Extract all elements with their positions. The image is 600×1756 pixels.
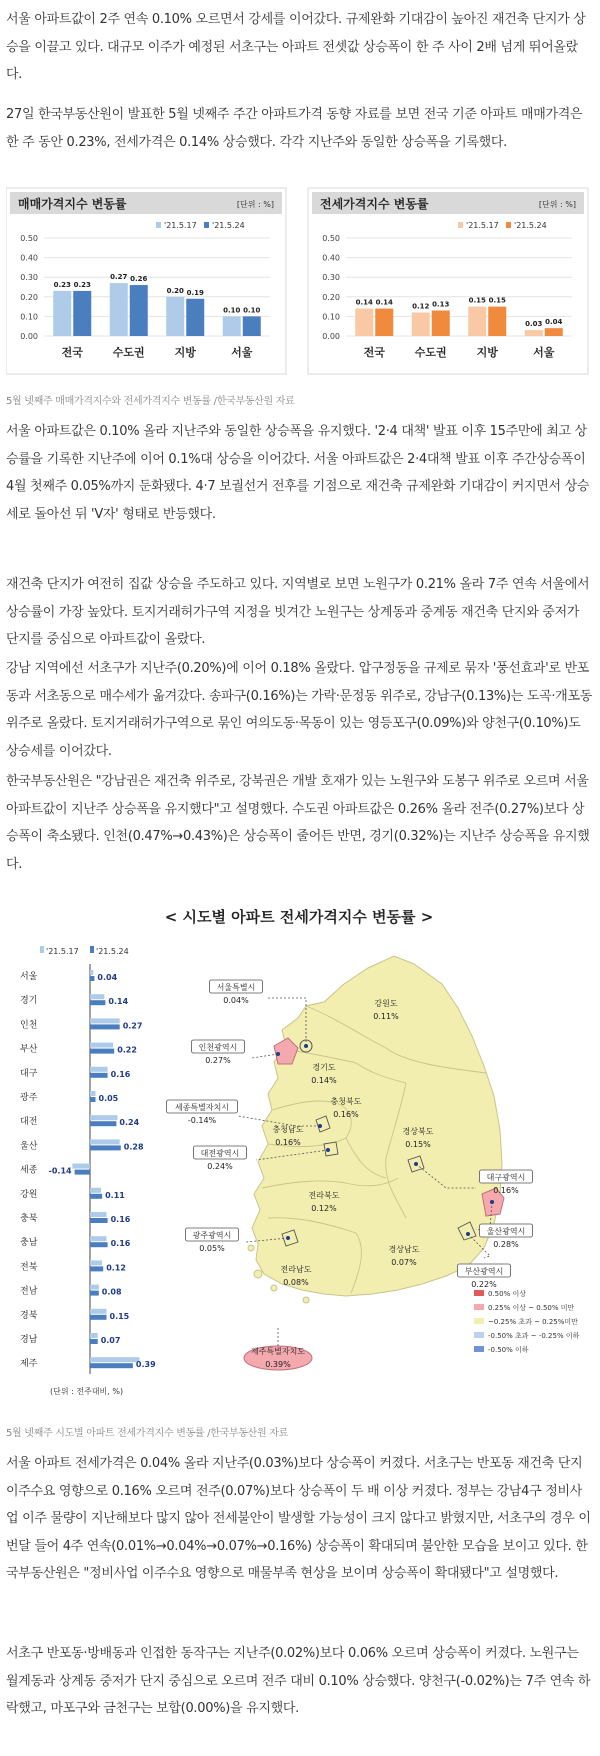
top-charts-svg xyxy=(6,186,592,386)
x-category-label: 수도권 xyxy=(112,346,145,359)
chart-title: 매매가격지수 변동률 xyxy=(18,197,127,211)
map-region-name: 경상남도 xyxy=(388,1245,420,1254)
bar-서울-0 xyxy=(223,316,241,336)
legend-label: '21.5.17 xyxy=(164,221,197,230)
bar-전국-0 xyxy=(355,309,373,336)
bar-전남-0 xyxy=(90,1285,99,1290)
map-region-name: 강원도 xyxy=(374,999,398,1008)
legend-swatch xyxy=(474,1290,484,1296)
bar-전남-1 xyxy=(90,1291,99,1296)
y-tick-label: 0.40 xyxy=(20,253,38,263)
bar-대전-0 xyxy=(90,1115,118,1120)
bar-value-label: 0.14 xyxy=(375,298,393,307)
bar-충북-0 xyxy=(90,1212,107,1217)
bar-value-label: 0.15 xyxy=(109,1311,130,1321)
y-tick-label: 0.00 xyxy=(322,332,340,341)
bar-부산-0 xyxy=(90,1043,113,1048)
bar-value-label: 0.26 xyxy=(130,275,148,284)
map-region-value: 0.07% xyxy=(391,1258,417,1267)
map-region-name: 대구광역시 xyxy=(486,1173,526,1182)
bar-value-label: 0.10 xyxy=(243,306,261,315)
bar-경기-1 xyxy=(90,1000,105,1005)
legend-label: -0.50% 이하 xyxy=(488,1346,529,1354)
island xyxy=(303,1297,309,1303)
map-region-value: 0.04% xyxy=(223,996,249,1005)
region-label: 부산 xyxy=(20,1044,38,1055)
bar-지방-1 xyxy=(186,299,204,336)
map-region-name: 대전광역시 xyxy=(200,1149,240,1158)
bar-value-label: 0.28 xyxy=(123,1142,144,1152)
map-region-name: 전라남도 xyxy=(280,1265,312,1274)
x-category-label: 전국 xyxy=(61,346,83,359)
bar-value-label: 0.08 xyxy=(101,1287,122,1297)
bar-서울-1 xyxy=(545,328,563,336)
legend-swatch xyxy=(506,222,511,228)
map-region-name: 전라북도 xyxy=(308,1191,340,1200)
y-tick-label: 0.50 xyxy=(322,234,340,243)
top-charts xyxy=(6,186,592,386)
legend-label: ~0.25% 초과 ~ 0.25%미만 xyxy=(488,1318,578,1326)
bar-수도권-0 xyxy=(110,283,128,336)
bar-지방-1 xyxy=(488,307,506,336)
region-label: 인천 xyxy=(20,1020,38,1031)
region-label: 전북 xyxy=(20,1262,38,1273)
x-category-label: 전국 xyxy=(363,346,385,359)
bar-value-label: 0.27 xyxy=(122,1021,143,1031)
island xyxy=(248,1245,254,1251)
region-label: 울산 xyxy=(20,1141,38,1152)
bar-value-label: 0.39 xyxy=(135,1360,156,1370)
bar-value-label: 0.23 xyxy=(73,280,91,289)
bar-강원-1 xyxy=(90,1194,102,1199)
region-label: 충북 xyxy=(20,1214,38,1224)
legend-swatch xyxy=(204,222,209,228)
map-region-value: 0.22% xyxy=(471,1280,497,1289)
x-category-label: 지방 xyxy=(476,346,498,359)
bar-광주-1 xyxy=(90,1097,96,1102)
bar-인천-0 xyxy=(90,1018,120,1023)
map-region-name: 경기도 xyxy=(312,1063,336,1072)
jeonse-price-chart xyxy=(308,188,588,374)
y-tick-label: 0.40 xyxy=(322,253,340,263)
map-region-name: 충청남도 xyxy=(272,1125,304,1134)
x-category-label: 서울 xyxy=(533,346,555,359)
chart-unit: [단위 : %] xyxy=(538,200,576,209)
regional-svg xyxy=(6,898,592,1418)
map-region-name: 울산광역시 xyxy=(486,1227,526,1236)
paragraph-2: 27일 한국부동산원이 발표한 5월 넷째주 주간 아파트가격 동향 자료를 보면 전국 기준 아파트 매매가격은 한 주 동안 0.23%, 전세가격은 0.14% 상승했다. 각각 지난주와 동일한 상승폭을 기록했다. xyxy=(6,107,583,150)
map-region-value: 0.28% xyxy=(493,1240,519,1249)
bar-지방-0 xyxy=(468,307,486,336)
bar-서울-0 xyxy=(90,970,93,975)
bar-value-label: 0.04 xyxy=(545,318,563,327)
y-tick-label: 0.10 xyxy=(322,312,340,322)
bar-제주-1 xyxy=(90,1363,133,1368)
bar-value-label: 0.16 xyxy=(110,1069,131,1079)
bar-인천-1 xyxy=(90,1024,120,1029)
map-region-value: 0.11% xyxy=(373,1012,399,1021)
region-label: 대전 xyxy=(20,1117,38,1128)
map-region-name: 충청북도 xyxy=(330,1097,362,1106)
map-region-name: 세종특별자치시 xyxy=(174,1103,230,1112)
map-region-value: 0.16% xyxy=(275,1138,301,1147)
map-region-name: 서울특별시 xyxy=(216,983,256,992)
bar-value-label: 0.05 xyxy=(98,1094,119,1103)
region-label: 제주 xyxy=(20,1359,38,1370)
bar-value-label: 0.20 xyxy=(166,286,184,295)
bar-서울-0 xyxy=(525,330,543,336)
bar-value-label: 0.24 xyxy=(119,1118,140,1128)
bar-경기-0 xyxy=(90,994,104,999)
bar-수도권-0 xyxy=(412,312,430,336)
sale-price-chart xyxy=(6,188,286,374)
bar-부산-1 xyxy=(90,1049,114,1054)
map-region-value: 0.16% xyxy=(333,1110,359,1119)
map-region-value: 0.05% xyxy=(199,1244,225,1253)
bar-지방-0 xyxy=(166,297,184,336)
bar-value-label: 0.11 xyxy=(105,1190,125,1200)
paragraph-6: 한국부동산원은 "강남권은 재건축 위주로, 강북권은 개발 호재가 있는 노원구와 도봉구 위주로 오르며 서울 아파트값이 지난주 상승폭을 유지했다"고 설명했다. 수도권 아파트값은 0.26% 올라 전주(0.27%)보다 상승폭이 축소됐다. 인천(0.47%→0.43%)은 상승폭이 줄어든 반면, 경기(0.32%)는 지난주 상승폭을 유지했다. xyxy=(6,774,590,872)
map-legend xyxy=(474,1289,580,1354)
bar-경남-1 xyxy=(90,1339,98,1344)
legend-label: 0.50% 이상 xyxy=(488,1290,526,1298)
bar-전국-1 xyxy=(375,309,393,336)
island xyxy=(254,1270,262,1278)
y-tick-label: 0.30 xyxy=(322,273,340,283)
region-label: 충남 xyxy=(20,1238,38,1249)
region-label: 강원 xyxy=(20,1189,38,1200)
bar-전국-1 xyxy=(73,291,91,336)
y-tick-label: 0.20 xyxy=(20,292,38,302)
region-label: 경남 xyxy=(20,1335,38,1345)
bar-value-label: 0.16 xyxy=(110,1239,131,1249)
bar-value-label: 0.04 xyxy=(97,973,118,982)
legend-swatch xyxy=(156,222,161,228)
paragraph-1: 서울 아파트값이 2주 연속 0.10% 오르면서 강세를 이어갔다. 규제완화 기대감이 높아진 재건축 단지가 상승을 이끌고 있다. 대규모 이주가 예정된 서초구는 아파트 전셋값 상승폭이 한 주 사이 2배 넘게 뛰어올랐다. xyxy=(6,12,586,82)
legend-label: 0.25% 이상 ~ 0.50% 미만 xyxy=(488,1304,575,1312)
regional-title: < 시도별 아파트 전세가격지수 변동률 > xyxy=(164,908,434,926)
map-region-value: 0.27% xyxy=(205,1056,231,1065)
bar-세종-0 xyxy=(72,1164,90,1169)
bar-광주-0 xyxy=(90,1091,96,1096)
bar-강원-0 xyxy=(90,1188,101,1193)
bar-value-label: 0.15 xyxy=(468,296,486,305)
bar-수도권-1 xyxy=(432,311,450,336)
paragraph-7: 서울 아파트 전세가격은 0.04% 올라 지난주(0.03%)보다 상승폭이 커졌다. 서초구는 반포동 재건축 단지 이주수요 영향으로 0.16% 오르며 전주(0.07%)보다 상승폭이 두 배 이상 커졌다. 정부는 강남4구 정비사업 이주 물량이 지난해보다 많지 않아 전세불안이 발생할 가능성이 크지 않다고 밝혔지만, 서초구의 경우 이번달 들어 4주 연속(0.01%→0.04%→0.07%→0.16%) 상승폭이 확대되며 불안한 모습을 보이고 있다. 한국부동산원은 "정비사업 이주수요 영향으로 매물부족 현상을 보이며 상승폭이 확대됐다"고 설명했다. xyxy=(6,1456,591,1581)
map-region-value: 0.15% xyxy=(405,1140,431,1149)
map-region-name: 경상북도 xyxy=(402,1127,434,1136)
map-region-value: -0.14% xyxy=(187,1116,217,1125)
legend-swatch xyxy=(90,946,94,953)
map-region-value: 0.08% xyxy=(283,1278,309,1287)
bar-value-label: 0.16 xyxy=(110,1215,131,1224)
bar-제주-0 xyxy=(90,1357,140,1362)
legend-label: '21.5.24 xyxy=(212,221,245,230)
y-tick-label: 0.50 xyxy=(20,234,38,243)
bar-value-label: 0.10 xyxy=(223,306,241,315)
unit-label: (단위 : 전주대비, %) xyxy=(50,1387,124,1396)
map-region-value: 0.24% xyxy=(207,1162,233,1171)
bar-value-label: 0.12 xyxy=(412,302,430,311)
legend-label: '21.5.17 xyxy=(46,947,79,956)
x-category-label: 서울 xyxy=(231,346,253,359)
map-region-name: 광주광역시 xyxy=(192,1231,232,1240)
bar-경남-0 xyxy=(90,1333,98,1338)
x-category-label: 지방 xyxy=(174,346,196,359)
legend-swatch xyxy=(458,222,463,228)
bar-value-label: 0.13 xyxy=(432,300,450,309)
bar-대전-1 xyxy=(90,1121,116,1126)
bar-value-label: 0.19 xyxy=(186,288,204,297)
y-tick-label: 0.10 xyxy=(20,312,38,322)
bar-충남-0 xyxy=(90,1236,107,1241)
bar-value-label: -0.14 xyxy=(48,1166,72,1176)
bar-수도권-1 xyxy=(130,285,148,336)
region-label: 전남 xyxy=(20,1286,38,1297)
legend-label: '21.5.24 xyxy=(514,221,547,230)
map-region-name: 인천광역시 xyxy=(198,1043,238,1052)
bar-value-label: 0.12 xyxy=(106,1263,126,1273)
map-region-name: 제주특별자치도 xyxy=(250,1347,306,1356)
bar-충북-1 xyxy=(90,1218,108,1223)
legend-label: '21.5.24 xyxy=(96,947,129,956)
y-tick-label: 0.20 xyxy=(322,292,340,302)
map-region-value: 0.16% xyxy=(493,1186,519,1195)
region-label: 경기 xyxy=(20,996,38,1007)
bar-전북-0 xyxy=(90,1260,102,1265)
bar-서울-1 xyxy=(243,316,261,336)
bar-value-label: 0.27 xyxy=(110,273,128,282)
region-label: 대구 xyxy=(20,1068,38,1079)
bar-울산-0 xyxy=(90,1139,120,1144)
map-region-value: 0.12% xyxy=(311,1204,337,1213)
bar-value-label: 0.07 xyxy=(100,1336,121,1345)
chart-title: 전세가격지수 변동률 xyxy=(320,197,429,211)
bar-value-label: 0.15 xyxy=(488,296,506,305)
legend-swatch xyxy=(474,1304,484,1310)
map-region-name: 부산광역시 xyxy=(464,1267,504,1276)
caption-top-chart: 5월 넷째주 매매가격지수와 전세가격지수 변동률 /한국부동산원 자료 xyxy=(6,396,295,407)
bar-세종-1 xyxy=(75,1170,90,1175)
region-label: 세종 xyxy=(20,1165,38,1176)
paragraph-4: 재건축 단지가 여전히 집값 상승을 주도하고 있다. 지역별로 보면 노원구가 0.21% 올라 7주 연속 서울에서 상승률이 가장 높았다. 토지거래허가구역 지정을 빗겨간 노원구는 상계동과 중계동 재건축 단지와 중저가 단지를 중심으로 아파트값이 올랐다. xyxy=(6,577,590,647)
bar-대구-0 xyxy=(90,1067,108,1072)
paragraph-3: 서울 아파트값은 0.10% 올라 지난주와 동일한 상승폭을 유지했다. '2·4 대책' 발표 이후 15주만에 최고 상승률을 기록한 지난주에 이어 0.1%대 상승을 이어갔다. 서울 아파트값은 2·4대책 발표 이후 주간상승폭이 4월 첫째주 0.05%까지 둔화됐다. 4·7 보궐선거 전후를 기점으로 재건축 규제완화 기대감이 커지면서 상승세로 돌아선 뒤 'V자' 형태로 반등했다. xyxy=(6,424,590,522)
bar-대구-1 xyxy=(90,1073,108,1078)
bar-전북-1 xyxy=(90,1266,103,1271)
y-tick-label: 0.30 xyxy=(20,273,38,283)
legend-swatch xyxy=(40,946,44,953)
chart-unit: [단위 : %] xyxy=(236,200,274,209)
map-region-value: 0.39% xyxy=(265,1360,291,1369)
island xyxy=(271,1285,277,1291)
paragraph-8: 서초구 반포동·방배동과 인접한 동작구는 지난주(0.02%)보다 0.06% 오르며 상승폭이 커졌다. 노원구는 월계동과 상계동 중저가 단지 중심으로 오르며 전주 대비 0.10% 상승했다. 양천구(-0.02%)는 7주 연속 하락했고, 마포구와 금천구는 보합(0.00%)을 유지했다. xyxy=(6,1646,591,1716)
region-label: 서울 xyxy=(20,972,38,982)
legend-swatch xyxy=(474,1346,484,1352)
x-category-label: 수도권 xyxy=(414,346,447,359)
bar-value-label: 0.23 xyxy=(53,280,71,289)
daejeon-shape xyxy=(324,1142,338,1156)
legend-label: '21.5.17 xyxy=(466,221,499,230)
bar-울산-1 xyxy=(90,1145,121,1150)
bar-value-label: 0.14 xyxy=(355,298,373,307)
bar-경북-1 xyxy=(90,1315,107,1320)
y-tick-label: 0.00 xyxy=(20,332,38,341)
legend-label: -0.50% 초과 ~ -0.25% 이하 xyxy=(488,1332,580,1340)
regional-infographic xyxy=(6,898,592,1418)
bar-value-label: 0.14 xyxy=(108,997,129,1007)
paragraph-5: 강남 지역에선 서초구가 지난주(0.20%)에 이어 0.18% 올랐다. 압구정동을 규제로 묶자 '풍선효과'로 반포동과 서초동으로 매수세가 옮겨갔다. 송파구(0.16%)는 가락·문정동 위주로, 강남구(0.13%)는 도곡·개포동 위주로 올랐다. 토지거래허가구역으로 묶인 여의도동·목동이 있는 영등포구(0.09%)와 양천구(0.10%)도 상승세를 이어갔다. xyxy=(6,661,592,759)
bar-충남-1 xyxy=(90,1242,108,1247)
region-label: 광주 xyxy=(20,1093,38,1103)
regional-bar-chart xyxy=(20,946,156,1396)
bar-value-label: 0.22 xyxy=(117,1045,137,1055)
bar-서울-1 xyxy=(90,976,94,981)
bar-경북-0 xyxy=(90,1309,107,1314)
legend-swatch xyxy=(474,1318,484,1324)
legend-swatch xyxy=(474,1332,484,1338)
caption-regional: 5월 넷째주 시도별 아파트 전세가격지수 변동률 /한국부동산원 자료 xyxy=(6,1428,289,1439)
bar-value-label: 0.03 xyxy=(525,320,543,329)
bar-전국-0 xyxy=(53,291,71,336)
region-label: 경북 xyxy=(20,1310,38,1321)
map-region-value: 0.14% xyxy=(311,1076,337,1085)
